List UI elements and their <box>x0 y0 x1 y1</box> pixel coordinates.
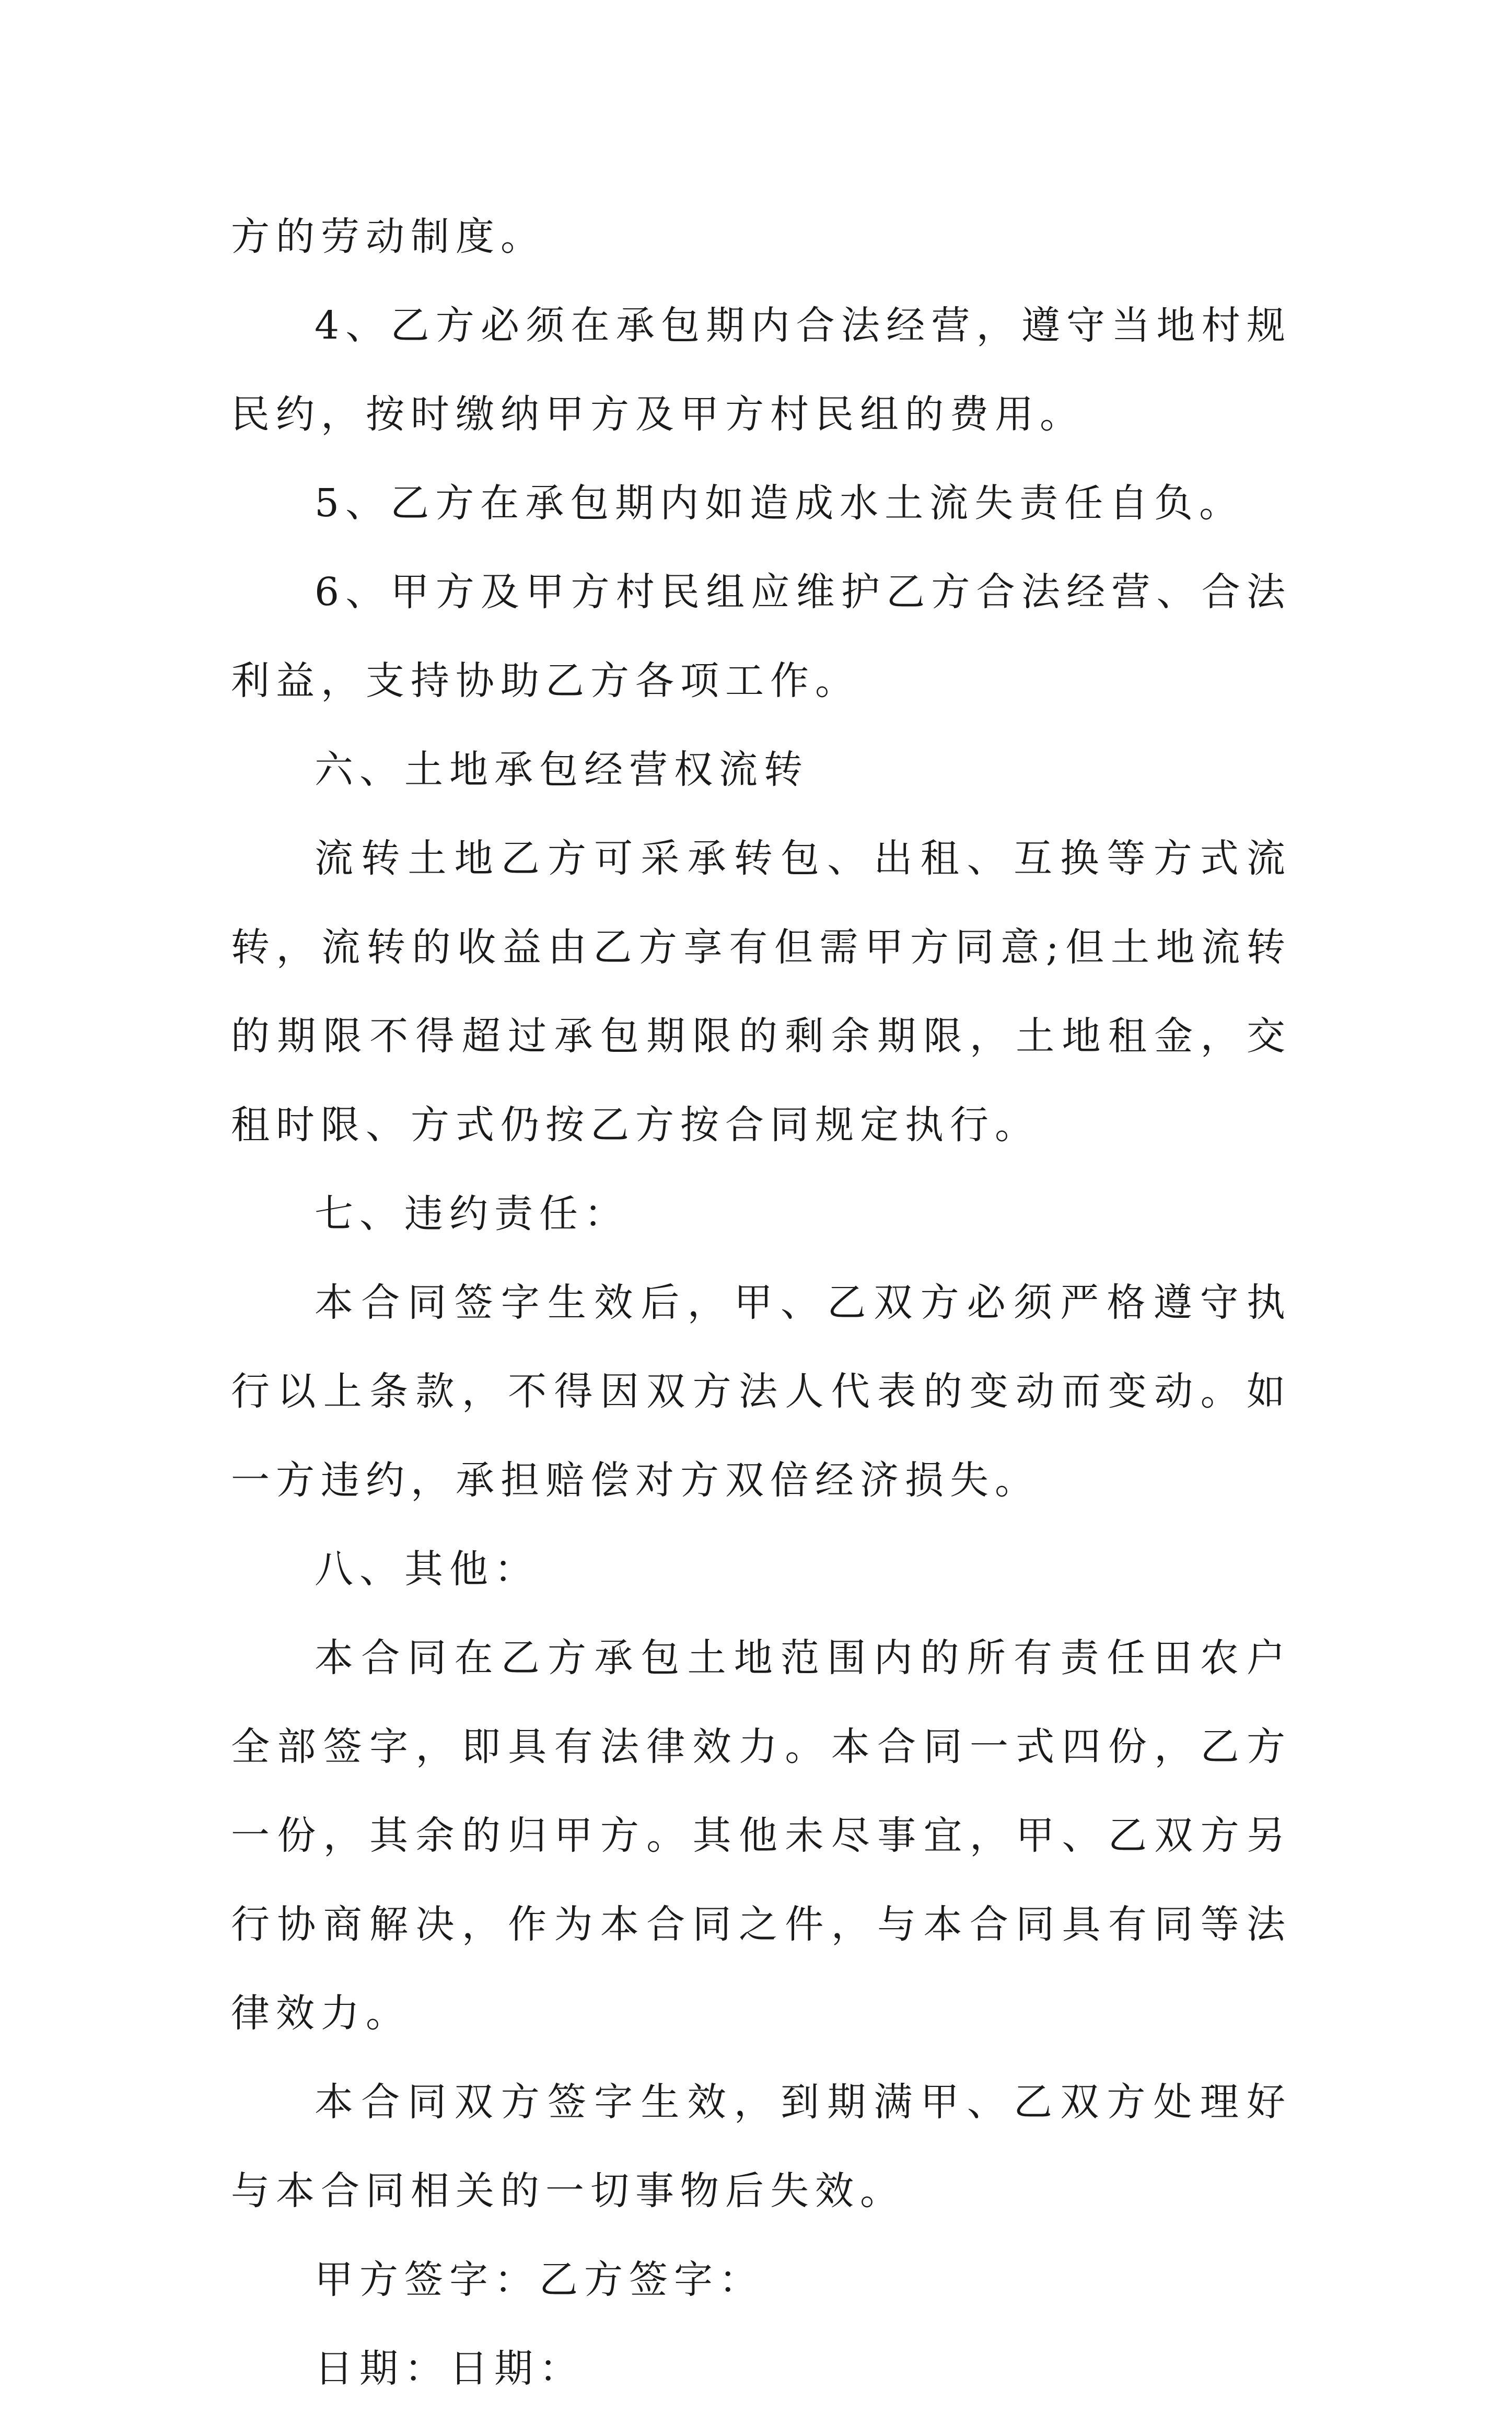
paragraph-clause-4: 4、乙方必须在承包期内合法经营，遵守当地村规民约，按时缴纳甲方及甲方村民组的费用。 <box>231 303 1292 437</box>
signature-line: 甲方签字：乙方签字： <box>315 2257 764 2302</box>
paragraph-clause-5: 5、乙方在承包期内如造成水土流失责任自负。 <box>315 481 1245 526</box>
section-heading-land-transfer: 六、土地承包经营权流转 <box>315 747 809 792</box>
paragraph-other-terms: 本合同在乙方承包土地范围内的所有责任田农户全部签字，即具有法律效力。本合同一式四份，乙方一份，其余的归甲方。其他未尽事宜，甲、乙双方另行协商解决，作为本合同之件，与本合同具有同等法律效力。 <box>231 1635 1292 2036</box>
paragraph-breach-liability: 本合同签字生效后，甲、乙双方必须严格遵守执行以上条款，不得因双方法人代表的变动而变动。如一方违约，承担赔偿对方双倍经济损失。 <box>231 1280 1292 1503</box>
contract-text-body <box>231 192 1292 2413</box>
section-heading-other: 八、其他： <box>315 1547 539 1592</box>
date-line: 日期：日期： <box>315 2346 584 2391</box>
paragraph-effectiveness: 本合同双方签字生效，到期满甲、乙双方处理好与本合同相关的一切事物后失效。 <box>231 2080 1292 2213</box>
paragraph-labor-system-continuation: 方的劳动制度。 <box>231 214 545 259</box>
section-heading-breach-liability: 七、违约责任： <box>315 1191 629 1236</box>
paragraph-land-transfer: 流转土地乙方可采承转包、出租、互换等方式流转，流转的收益由乙方享有但需甲方同意;但土地流转的期限不得超过承包期限的剩余期限，土地租金，交租时限、方式仍按乙方按合同规定执行。 <box>231 836 1292 1147</box>
paragraph-clause-6: 6、甲方及甲方村民组应维护乙方合法经营、合法利益，支持协助乙方各项工作。 <box>231 570 1292 703</box>
